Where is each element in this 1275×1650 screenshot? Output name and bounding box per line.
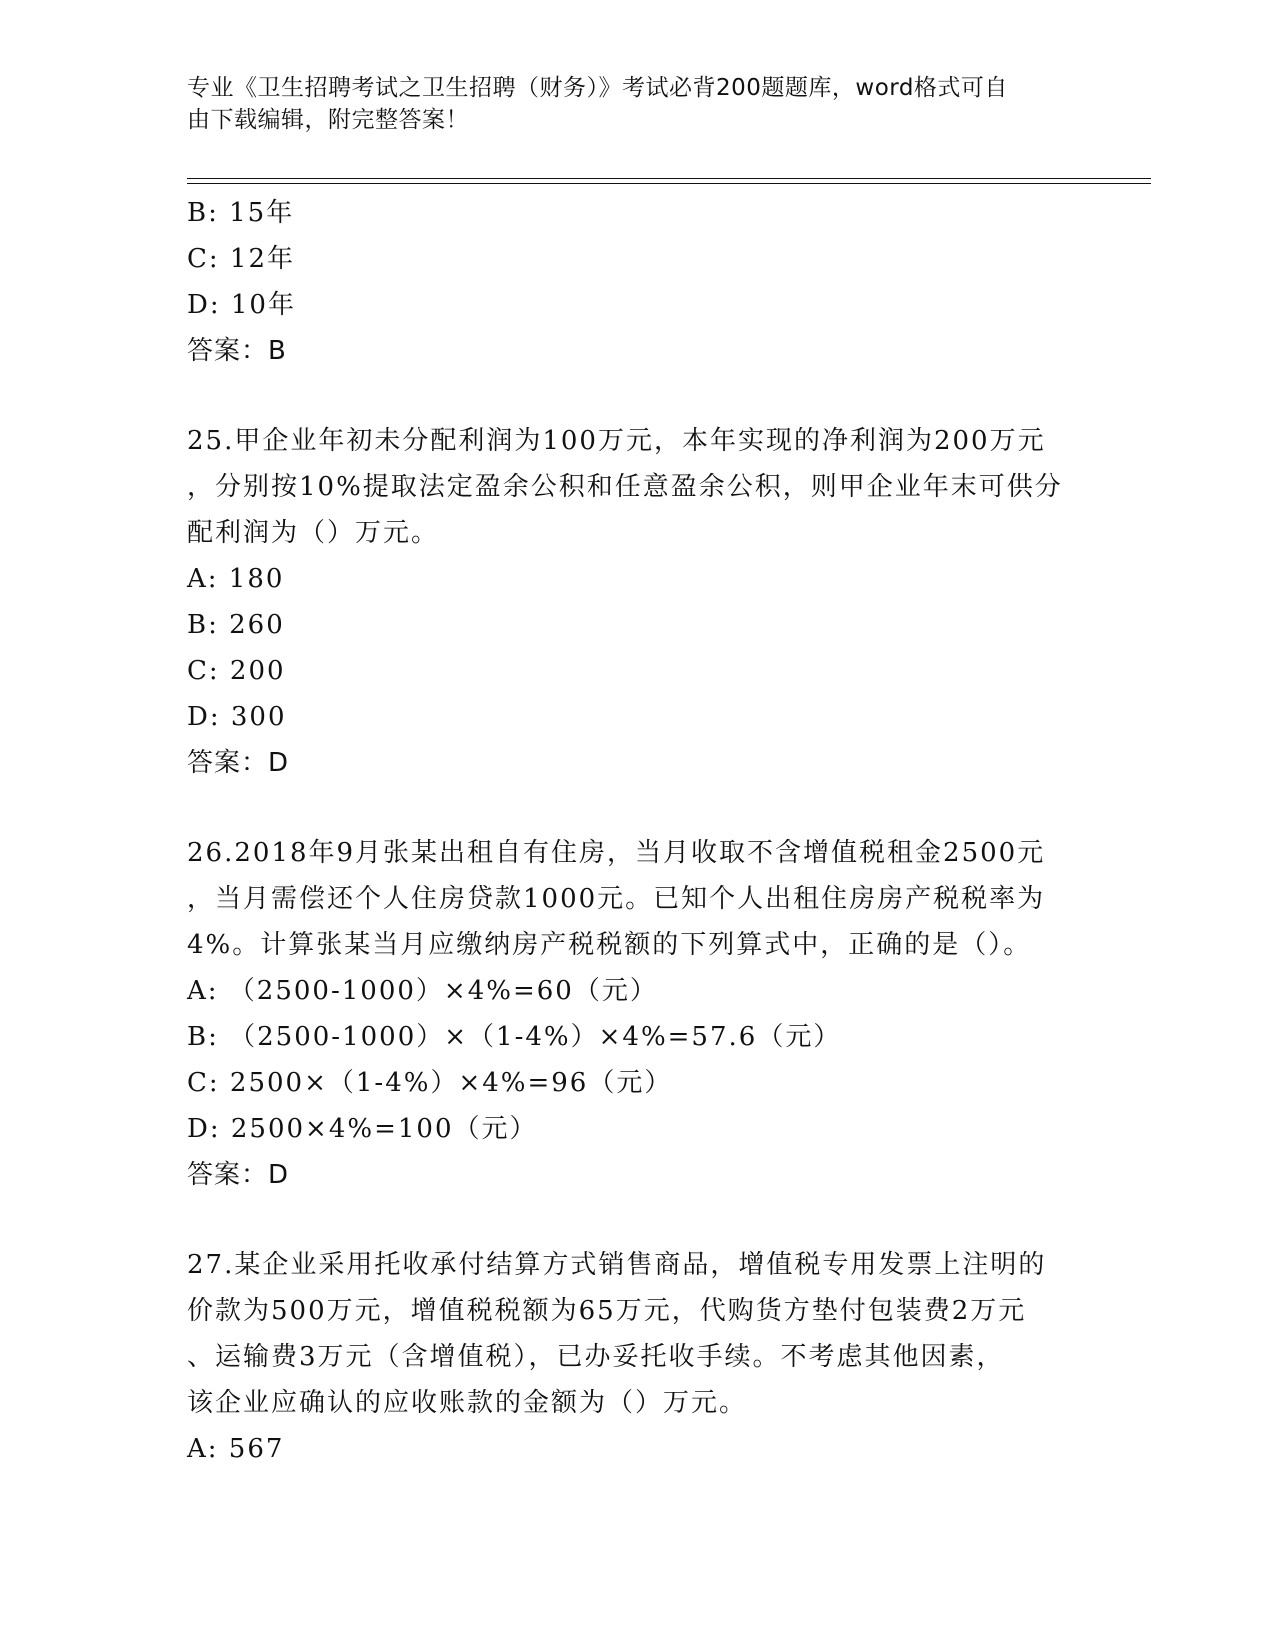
option-a: A: 567 — [187, 1434, 285, 1464]
question-list — [187, 190, 1087, 1472]
question-text-line: ，分别按10%提取法定盈余公积和任意盈余公积，则甲企业年末可供分 — [187, 472, 1063, 502]
header-divider-top — [187, 178, 1151, 179]
question-text-line: 配利润为（）万元。 — [187, 518, 440, 548]
question-text-line: ，当月需偿还个人住房贷款1000元。已知个人出租住房房产税税率为 — [187, 884, 1046, 914]
option-b: B: 260 — [187, 610, 285, 640]
question-text-line: 26.2018年9月张某出租自有住房，当月收取不含增值税租金2500元 — [187, 838, 1046, 868]
question-text-line: 价款为500万元，增值税税额为65万元，代购货方垫付包装费2万元 — [187, 1296, 1027, 1326]
question-text-line: 27.某企业采用托收承付结算方式销售商品，增值税专用发票上注明的 — [187, 1250, 1047, 1280]
question-text-line: 4%。计算张某当月应缴纳房产税税额的下列算式中，正确的是（）。 — [187, 930, 1032, 960]
question-text-line: 、运输费3万元（含增值税），已办妥托收手续。不考虑其他因素， — [187, 1342, 1005, 1372]
option-b: B: 15年 — [187, 198, 295, 228]
header-divider-bottom — [187, 183, 1151, 184]
option-a: A: 180 — [187, 564, 285, 594]
question-27 — [187, 1242, 1087, 1472]
question-25 — [187, 418, 1087, 786]
previous-question — [187, 190, 1087, 374]
option-c: C: 200 — [187, 656, 286, 686]
option-b: B: （2500-1000）×（1-4%）×4%=57.6（元） — [187, 1022, 842, 1052]
option-d: D: 300 — [187, 702, 287, 732]
question-26 — [187, 830, 1087, 1198]
option-d: D: 2500×4%=100（元） — [187, 1114, 538, 1144]
header-line-2: 由下载编辑，附完整答案！ — [187, 107, 469, 133]
spacer — [187, 374, 1087, 418]
option-d: D: 10年 — [187, 290, 296, 320]
answer-line: 答案：D — [187, 1160, 290, 1190]
answer-line: 答案：B — [187, 336, 287, 366]
document-header — [187, 72, 1087, 136]
spacer — [187, 1198, 1087, 1242]
spacer — [187, 786, 1087, 830]
header-line-1: 专业《卫生招聘考试之卫生招聘（财务）》考试必背200题题库，word格式可自 — [187, 75, 1008, 101]
option-c: C: 12年 — [187, 244, 296, 274]
answer-line: 答案：D — [187, 748, 290, 778]
option-c: C: 2500×（1-4%）×4%=96（元） — [187, 1068, 673, 1098]
question-text-line: 25.甲企业年初未分配利润为100万元，本年实现的净利润为200万元 — [187, 426, 1046, 456]
option-a: A: （2500-1000）×4%=60（元） — [187, 976, 658, 1006]
question-text-line: 该企业应确认的应收账款的金额为（）万元。 — [187, 1388, 748, 1418]
